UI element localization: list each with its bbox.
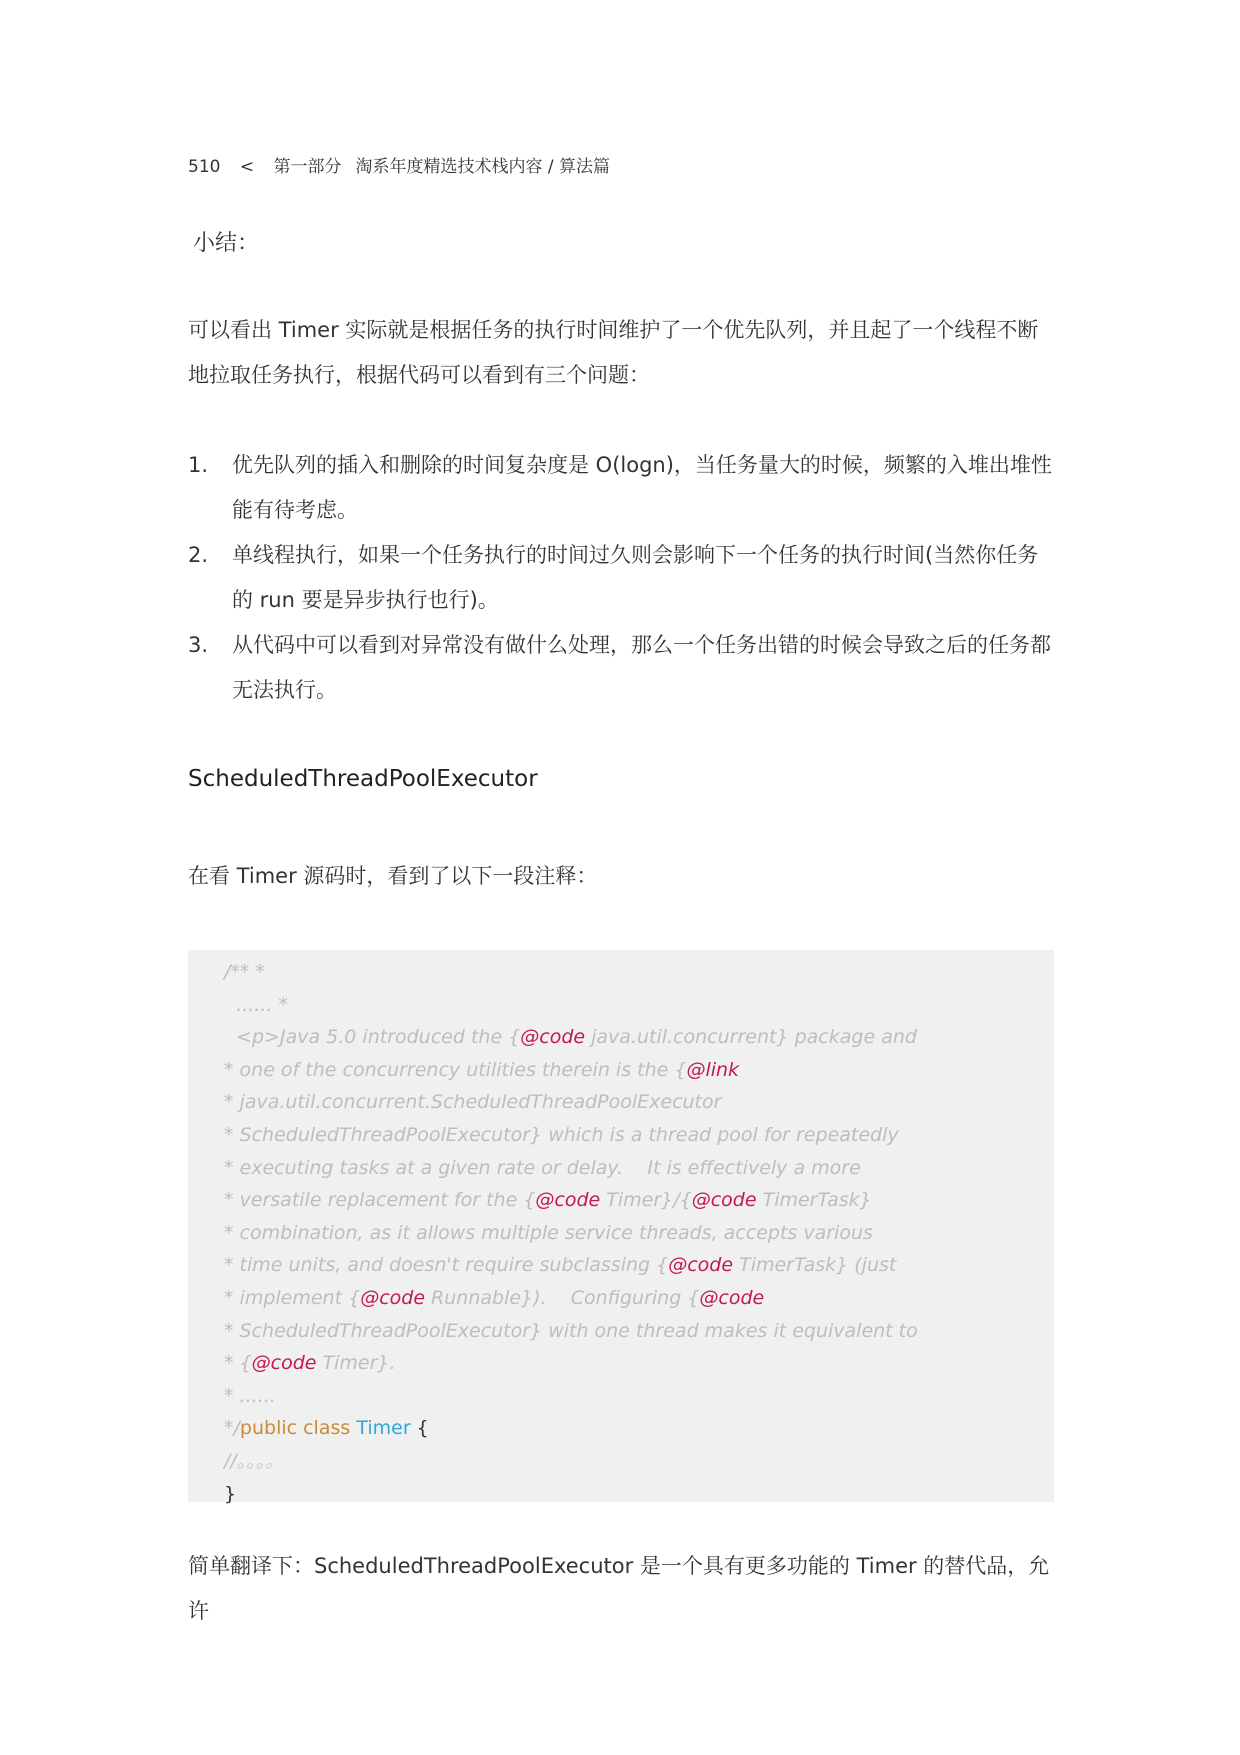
code-line: * one of the concurrency utilities therein is the {@link <box>224 1058 740 1081</box>
list-number: 2. <box>188 543 209 567</box>
code-line: * time units, and doesn't require subclassing {@code TimerTask} (just <box>224 1254 897 1277</box>
list-number: 1. <box>188 453 209 477</box>
code-line: * ...... <box>224 1384 276 1407</box>
page-number: 510 <box>188 157 221 177</box>
header-title: 淘系年度精选技术栈内容 / 算法篇 <box>355 157 611 177</box>
code-line: * implement {@code Runnable}). Configuring {@code <box>224 1286 765 1309</box>
code-line: * ScheduledThreadPoolExecutor} with one thread makes it equivalent to <box>224 1319 918 1342</box>
page-header <box>188 152 624 177</box>
list-item <box>188 623 1054 713</box>
code-line: * versatile replacement for the {@code Timer}/{@code TimerTask} <box>224 1189 872 1212</box>
issues-list <box>188 443 1054 713</box>
code-line: * {@code Timer}. <box>224 1352 396 1375</box>
code-line: * ScheduledThreadPoolExecutor} which is a thread pool for repeatedly <box>224 1123 899 1146</box>
paragraph-translation: 简单翻译下：ScheduledThreadPoolExecutor 是一个具有更多功能的 Timer 的替代品，允许 <box>188 1554 1050 1623</box>
code-line: */public class Timer { <box>224 1417 429 1440</box>
code-line: //。。。。 <box>224 1449 285 1472</box>
code-line: * executing tasks at a given rate or delay. It is effectively a more <box>224 1156 861 1179</box>
list-text: 优先队列的插入和删除的时间复杂度是 O(logn)，当任务量大的时候，频繁的入堆出堆性能有待考虑。 <box>232 453 1052 522</box>
code-line: * combination, as it allows multiple service threads, accepts various <box>224 1221 873 1244</box>
section-heading: ScheduledThreadPoolExecutor <box>188 766 538 792</box>
list-text: 单线程执行，如果一个任务执行的时间过久则会影响下一个任务的执行时间(当然你任务的 run 要是异步执行也行)。 <box>232 543 1039 612</box>
list-text: 从代码中可以看到对异常没有做什么处理，那么一个任务出错的时候会导致之后的任务都无法执行。 <box>232 633 1051 702</box>
code-line: /** * <box>224 961 265 983</box>
paragraph-comment-intro: 在看 Timer 源码时，看到了以下一段注释： <box>188 864 598 888</box>
header-separator: < <box>239 157 255 177</box>
code-line: ...... * <box>224 993 288 1016</box>
code-line: } <box>224 1482 237 1505</box>
summary-label: 小结： <box>193 231 260 256</box>
code-line: * java.util.concurrent.ScheduledThreadPoolExecutor <box>224 1091 722 1114</box>
paragraph-intro: 可以看出 Timer 实际就是根据任务的执行时间维护了一个优先队列，并且起了一个线程不断地拉取任务执行，根据代码可以看到有三个问题： <box>188 318 1039 387</box>
code-line: <p>Java 5.0 introduced the {@code java.util.concurrent} package and <box>224 1026 917 1049</box>
list-item <box>188 533 1054 623</box>
header-part: 第一部分 <box>273 157 342 177</box>
list-number: 3. <box>188 633 209 657</box>
code-text <box>224 956 918 1510</box>
list-item <box>188 443 1054 533</box>
code-block <box>188 950 1054 1505</box>
